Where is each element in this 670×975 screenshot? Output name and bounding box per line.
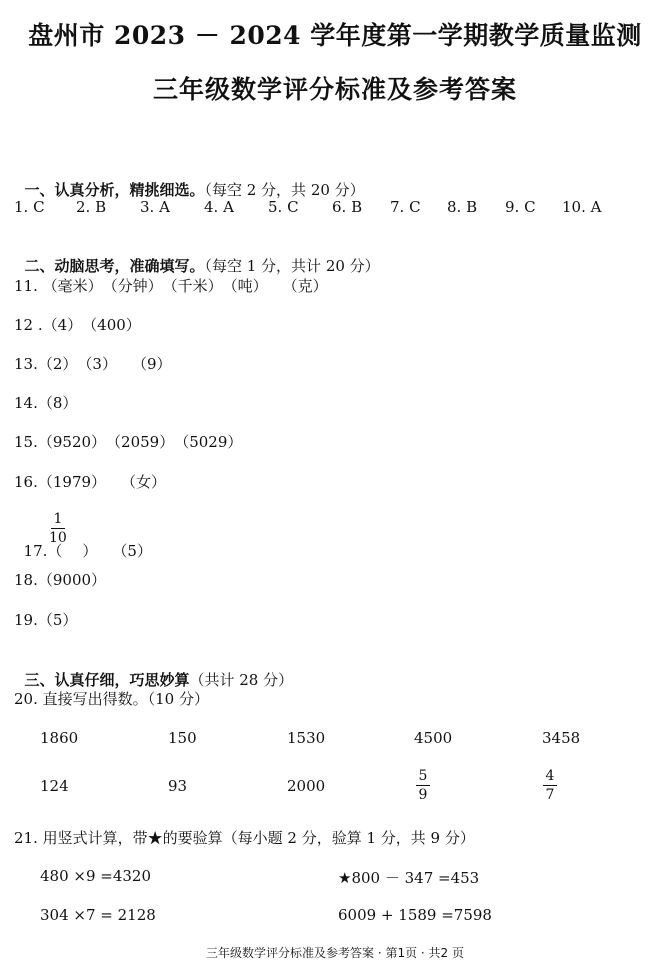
section1-title: 一、认真分析，精挑细选。	[24, 181, 205, 199]
q17-suffix: ） （5）	[82, 542, 152, 560]
mc-answer-10: 10. A	[562, 198, 602, 216]
fraction-bar	[416, 785, 430, 786]
q20-fraction-2-denominator: 7	[545, 787, 555, 803]
answer-q17	[14, 521, 152, 561]
q21-answer-4: 6009 + 1589 =7598	[338, 906, 492, 924]
mc-answer-6: 6. B	[332, 198, 363, 216]
answer-q12: 12 .（4） （400）	[14, 316, 141, 334]
mc-answer-8: 8. B	[447, 198, 478, 216]
answer-q15: 15.（9520） （2059） （5029）	[14, 433, 243, 451]
q17-numerator: 1	[53, 511, 63, 527]
q20-answer-7: 93	[168, 777, 188, 795]
q20-label: 20. 直接写出得数。（10 分）	[14, 690, 209, 708]
mc-answer-9: 9. C	[505, 198, 536, 216]
document-subtitle: 三年级数学评分标准及参考答案	[152, 75, 517, 104]
answer-q11: 11. （毫米） （分钟） （千米） （吨） （克）	[14, 277, 328, 295]
answer-q14: 14.（8）	[14, 394, 78, 412]
q20-answer-6: 124	[40, 777, 69, 795]
q21-label: 21. 用竖式计算，带★的要验算（每小题 2 分，验算 1 分，共 9 分）	[14, 829, 475, 847]
q20-answer-3: 1530	[287, 729, 326, 747]
document-title: 盘州市 2023 － 2024 学年度第一学期教学质量监测	[28, 21, 642, 50]
section1-heading	[14, 160, 365, 200]
fraction-bar	[543, 785, 557, 786]
section3-note: （共计 28 分）	[189, 671, 294, 689]
q20-answer-5: 3458	[542, 729, 581, 747]
answer-q18: 18.（9000）	[14, 571, 107, 589]
q20-fraction-1-numerator: 5	[418, 768, 428, 784]
section3-title: 三、认真仔细，巧思妙算	[24, 671, 190, 689]
q17-prefix: 17.（	[23, 542, 63, 560]
page-footer: 三年级数学评分标准及参考答案 · 第1页 · 共2 页	[206, 946, 464, 960]
section3-heading	[14, 650, 293, 690]
q21-answer-3: 304 ×7 = 2128	[40, 906, 156, 924]
q20-answer-1: 1860	[40, 729, 79, 747]
mc-answer-2: 2. B	[76, 198, 107, 216]
answer-q19: 19.（5）	[14, 611, 78, 629]
mc-answer-7: 7. C	[390, 198, 421, 216]
section2-title: 二、动脑思考，准确填写。	[24, 257, 205, 275]
q17-fraction	[49, 511, 67, 546]
mc-answer-1: 1. C	[14, 198, 45, 216]
q20-answer-4: 4500	[414, 729, 453, 747]
section2-note: （每空 1 分，共计 20 分）	[204, 257, 380, 275]
q20-fraction-2-numerator: 4	[545, 768, 555, 784]
q20-fraction-2	[543, 768, 557, 803]
q20-fraction-1-denominator: 9	[418, 787, 428, 803]
mc-answer-5: 5. C	[268, 198, 299, 216]
mc-answer-3: 3. A	[140, 198, 170, 216]
q21-answer-1: 480 ×9 =4320	[40, 867, 152, 885]
q21-answer-2: ★800 － 347 =453	[338, 869, 480, 887]
answer-q16: 16.（1979） （女）	[14, 473, 167, 491]
q20-fraction-1	[416, 768, 430, 803]
q20-answer-2: 150	[168, 729, 197, 747]
fraction-bar	[51, 528, 65, 529]
section2-heading	[14, 236, 380, 276]
answer-q13: 13.（2） （3） （9）	[14, 355, 172, 373]
q17-denominator: 10	[49, 530, 67, 546]
section1-note: （每空 2 分，共 20 分）	[204, 181, 365, 199]
q20-answer-8: 2000	[287, 777, 326, 795]
mc-answer-4: 4. A	[204, 198, 234, 216]
